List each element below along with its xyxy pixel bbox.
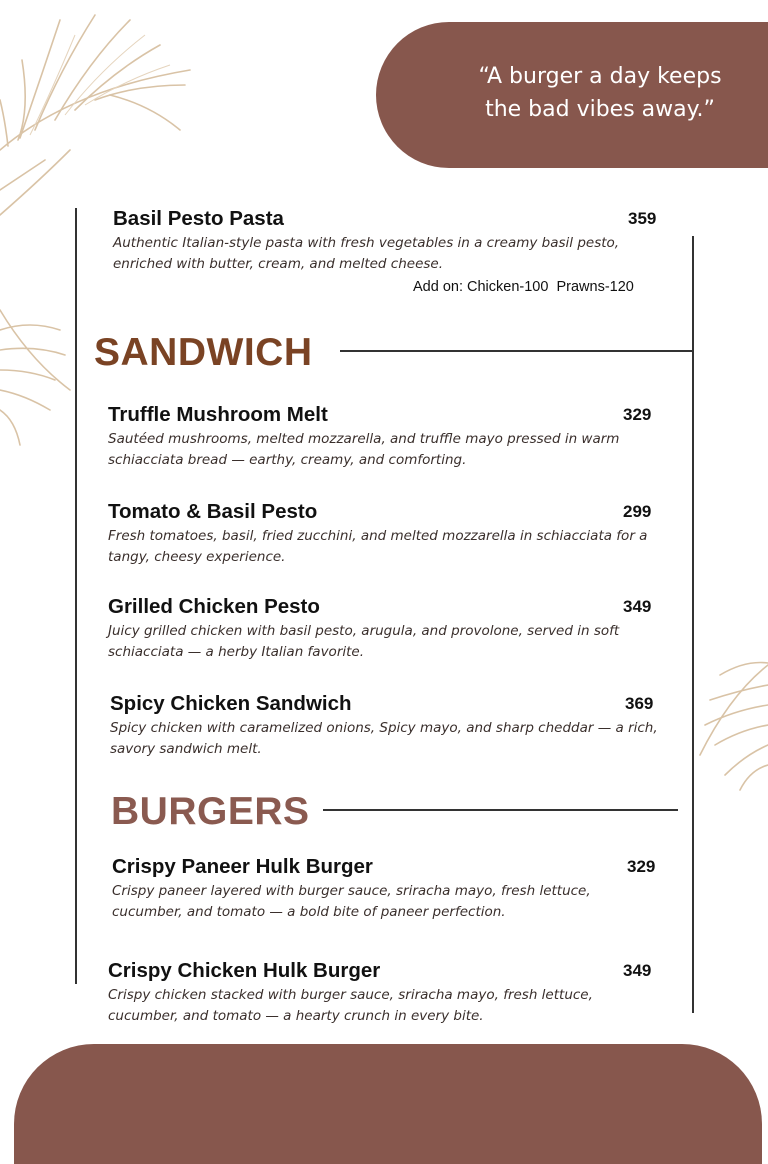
item-price: 349 (623, 597, 652, 616)
item-description (108, 985, 593, 1027)
description-line: cucumber, and tomato — a bold bite of paneer perfection. (112, 904, 506, 920)
footer-banner (14, 1044, 762, 1164)
item-price: 369 (625, 694, 654, 713)
menu-item (110, 692, 670, 762)
palm-leaf-left-middle (0, 300, 80, 450)
left-frame-line (75, 208, 77, 984)
menu-item (108, 500, 668, 570)
description-line: Crispy paneer layered with burger sauce, sriracha mayo, fresh lettuce, (112, 883, 591, 899)
description-line: savory sandwich melt. (110, 741, 262, 757)
menu-item-basil-pesto-pasta (113, 207, 663, 277)
section-title-sandwich: SANDWICH (94, 331, 313, 374)
description-line: Fresh tomatoes, basil, fried zucchini, and melted mozzarella in schiacciata for a (108, 528, 648, 544)
addon-text: Add on: Chicken-100 Prawns-120 (413, 279, 634, 295)
item-name: Tomato & Basil Pesto (108, 500, 318, 523)
item-description (108, 429, 619, 471)
item-description (112, 881, 591, 923)
item-price: 299 (623, 502, 652, 521)
section-divider (323, 809, 678, 811)
description-line: enriched with butter, cream, and melted cheese. (113, 256, 444, 272)
description-line: Juicy grilled chicken with basil pesto, arugula, and provolone, served in soft (108, 623, 620, 639)
item-name: Crispy Chicken Hulk Burger (108, 959, 381, 982)
item-price: 349 (623, 961, 652, 980)
description-line: Sautéed mushrooms, melted mozzarella, and truffle mayo pressed in warm (108, 431, 620, 447)
description-line: schiacciata — a herby Italian favorite. (108, 644, 365, 660)
section-divider (340, 350, 694, 352)
description-line: tangy, cheesy experience. (108, 549, 286, 565)
quote-line-2: the bad vibes away.” (485, 97, 715, 122)
description-line: Crispy chicken stacked with burger sauce, sriracha mayo, fresh lettuce, (108, 987, 593, 1003)
right-frame-line (692, 236, 694, 1013)
description-line: Authentic Italian-style pasta with fresh vegetables in a creamy basil pesto, (113, 235, 620, 251)
item-description (110, 718, 658, 760)
item-description (108, 526, 647, 568)
quote-line-1: “A burger a day keeps (478, 64, 722, 89)
item-price: 359 (628, 209, 657, 228)
description-line: Spicy chicken with caramelized onions, Spicy mayo, and sharp cheddar — a rich, (110, 720, 658, 736)
menu-item (108, 403, 668, 473)
item-name: Truffle Mushroom Melt (108, 403, 328, 426)
item-description (113, 233, 619, 275)
item-name: Basil Pesto Pasta (113, 207, 284, 230)
menu-item (112, 855, 672, 925)
description-line: schiacciata bread — earthy, creamy, and comforting. (108, 452, 467, 468)
quote-text (470, 60, 730, 126)
item-price: 329 (623, 405, 652, 424)
menu-item (108, 959, 668, 1029)
menu-item (108, 595, 668, 665)
item-name: Crispy Paneer Hulk Burger (112, 855, 373, 878)
item-name: Spicy Chicken Sandwich (110, 692, 352, 715)
description-line: cucumber, and tomato — a hearty crunch in every bite. (108, 1008, 484, 1024)
item-name: Grilled Chicken Pesto (108, 595, 320, 618)
palm-leaf-right-middle (690, 655, 768, 795)
palm-leaf-top-left (0, 0, 200, 220)
section-title-burgers: BURGERS (111, 790, 310, 833)
item-price: 329 (627, 857, 656, 876)
item-description (108, 621, 619, 663)
